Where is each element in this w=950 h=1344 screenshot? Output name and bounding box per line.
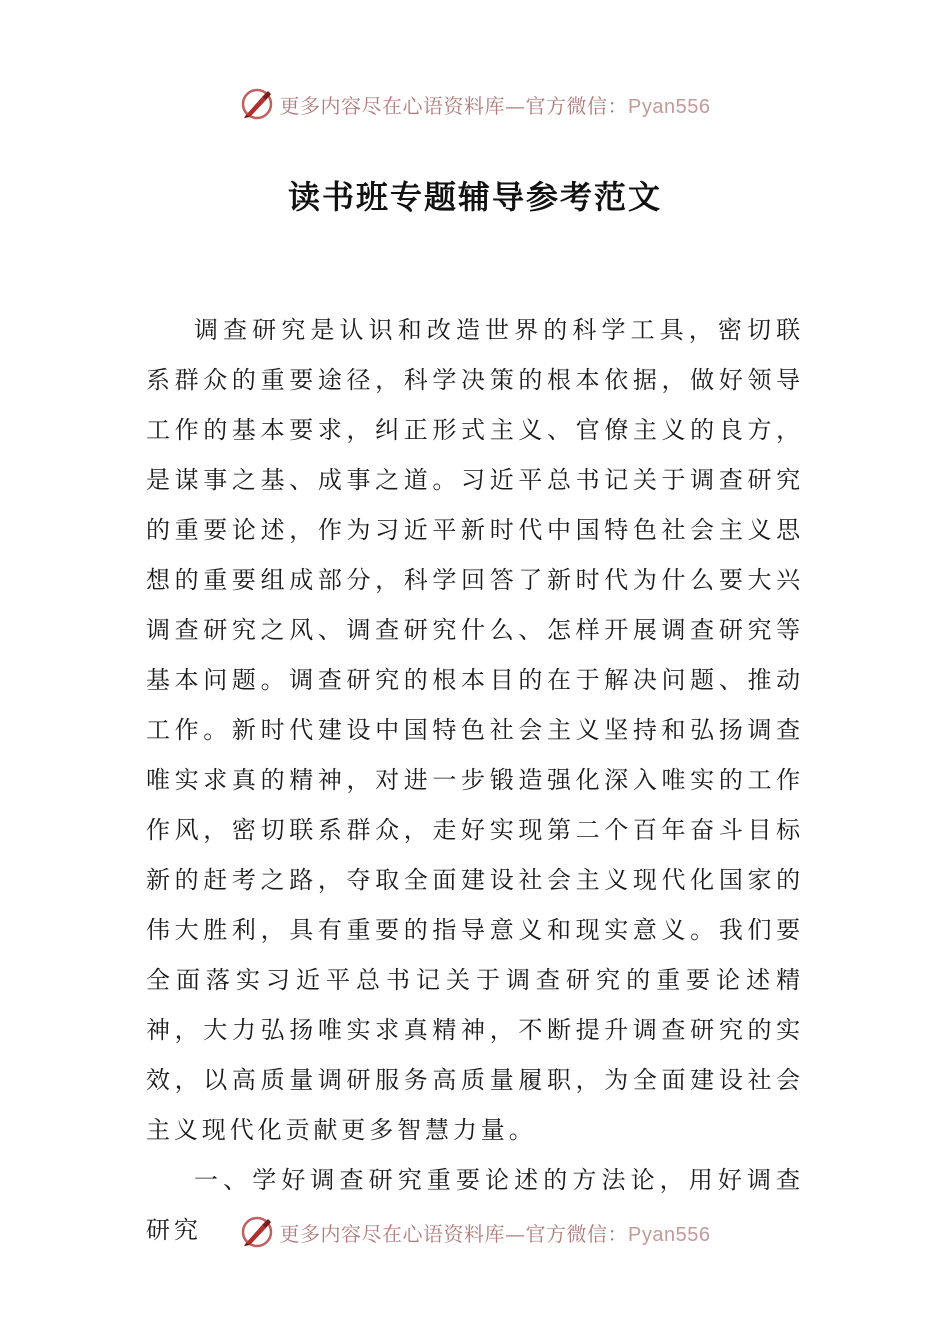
document-title: 读书班专题辅导参考范文	[287, 178, 662, 216]
pen-circle-logo-icon	[240, 87, 274, 121]
watermark-text: 更多内容尽在心语资料库—官方微信：Pyan556	[279, 1221, 711, 1246]
body-paragraph: 调查研究是认识和改造世界的科学工具，密切联系群众的重要途径，科学决策的根本依据，做好领导工作的基本要求，纠正形式主义、官僚主义的良方，是谋事之基、成事之道。习近平总书记关于调查研究的重要论述，作为习近平新时代中国特色社会主义思想的重要组成部分，科学回答了新时代为什么要大兴调查研究之风、调查研究什么、怎样开展调查研究等基本问题。调查研究的根本目的在于解决问题、推动工作。新时代建设中国特色社会主义坚持和弘扬调查唯实求真的精神，对进一步锻造强化深入唯实的工作作风，密切联系群众，走好实现第二个百年奋斗目标新的赶考之路，夺取全面建设社会主义现代化国家的伟大胜利，具有重要的指导意义和现实意义。我们要全面落实习近平总书记关于调查研究的重要论述精神，大力弘扬唯实求真精神，不断提升调查研究的实效，以高质量调研服务高质量履职，为全面建设社会主义现代化贡献更多智慧力量。	[146, 316, 804, 1144]
section-heading-paragraph: 一、学好调查研究重要论述的方法论，用好调查研究	[146, 1166, 804, 1244]
watermark-text: 更多内容尽在心语资料库—官方微信：Pyan556	[279, 93, 711, 118]
header-watermark	[0, 84, 950, 124]
pen-circle-logo-icon	[240, 1215, 274, 1249]
document-body	[146, 305, 804, 1255]
footer-watermark	[0, 1212, 950, 1252]
